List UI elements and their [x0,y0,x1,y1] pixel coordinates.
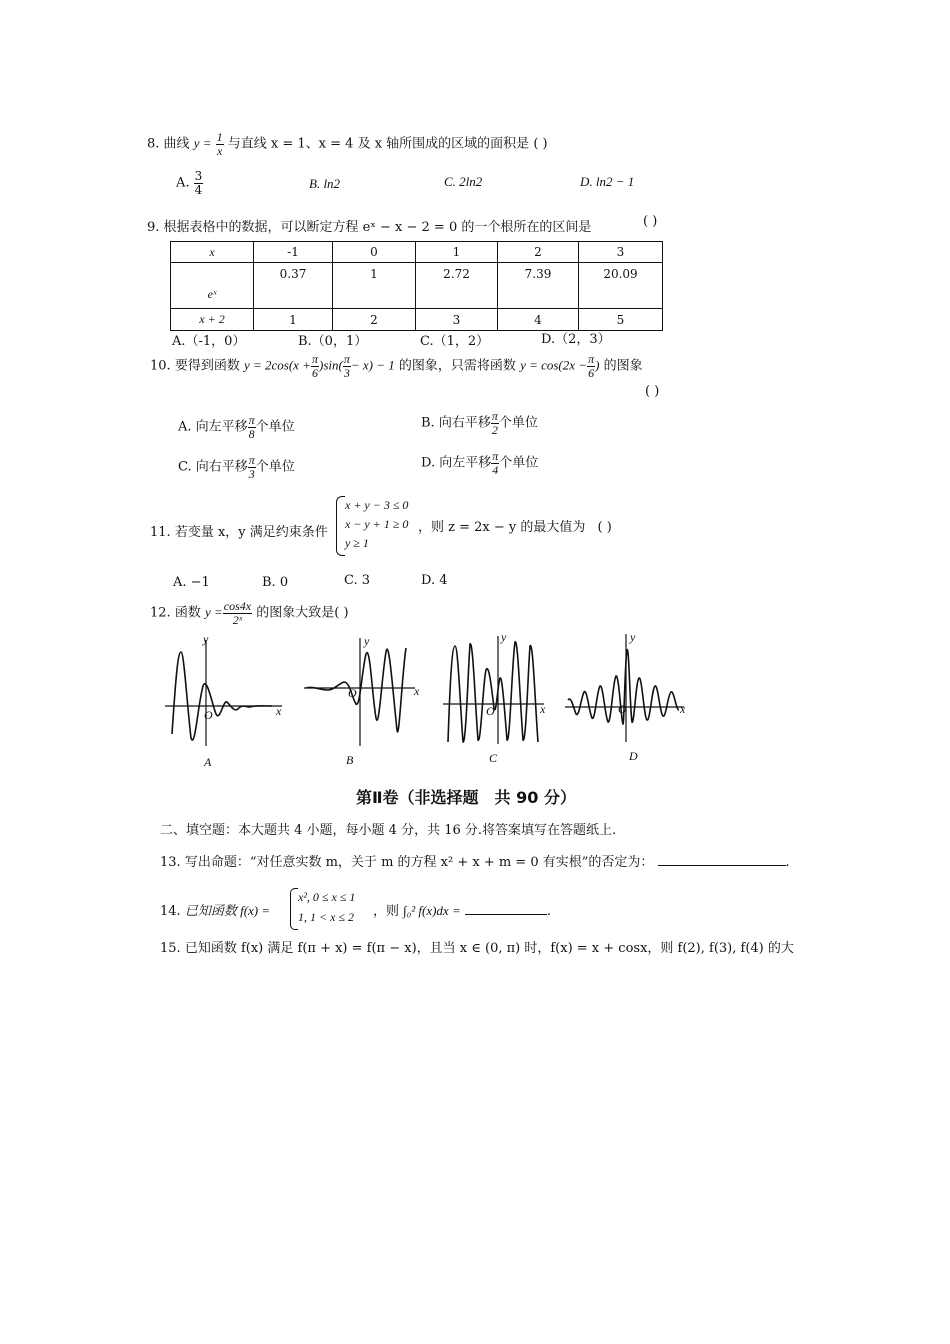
answer-paren: ( ) [643,214,658,229]
y-axis-label: y [630,630,636,644]
graph-label-c: C [489,751,498,765]
question-text: 已知函数 f(x) 满足 f(π + x) = f(π − x)，且当 x ∈ (0, π) 时，f(x) = x + cosx，则 f(2), f(3), f(4) 的大 [184,941,794,956]
question-12: 12. 函数 y = $\frac{\cos 4x}{\text{2ˣ}}$ 的图象大致是( ) [150,599,349,627]
question-text: 与直线 x = 1、x = 4 及 x 轴所围成的区域的面积是 [227,136,530,152]
question-text: 的图象 [603,358,643,374]
table-row: x -1 0 1 2 3 [171,242,663,263]
question-text: ，则 ∫₀² f(x)dx = . [373,903,551,919]
answer-blank [465,914,547,915]
question-10: 10. 要得到函数 y = 2cos(x + $\frac{\pi}{6}$ )sin( $\frac{\pi}{3}$ − x) − 1 的图象，只需将函数 y = cos(2x − $\frac{\pi}{6}$ ) 的图象 [150,352,643,380]
question-text: 写出命题：“对任意实数 m，关于 m 的方程 x² + x + m = 0 有实根”的否定为： [184,855,654,870]
y-axis-label: y [501,630,507,644]
question-text: 的图象大致是( ) [256,605,349,621]
piecewise-cases: x², 0 ≤ x ≤ 1 1, 1 < x ≤ 2 [298,890,356,924]
graph-c [440,632,552,747]
option-b: B. 0 [262,575,289,590]
question-number: 11. [150,525,171,540]
question-14 [160,900,270,919]
question-9 [147,216,591,235]
table-row: x + 2 1 2 3 4 5 [171,309,663,331]
question-text: 根据表格中的数据，可以断定方程 eˣ − x − 2 = 0 的一个根所在的区间是 [163,220,592,235]
option-d: D. 4 [421,573,448,588]
fraction: $\frac{\pi}{4}$ [492,449,499,477]
option-d: D.（2，3） [541,332,611,347]
question-15 [160,937,794,956]
fraction: $\frac{\cos 4x}{\text{2ˣ}}$ [223,599,252,627]
question-8 [147,131,548,157]
y-axis-label: y [203,632,209,646]
option-c: C. 2ln2 [444,174,483,189]
answer-paren: ( ) [533,136,548,152]
x-axis-label: x [680,702,686,716]
brace [290,888,298,930]
question-text: 要得到函数 [174,358,240,374]
option-a: A.（-1，0） [172,334,246,349]
question-13: 13. 写出命题：“对任意实数 m，关于 m 的方程 x² + x + m = 0 有实根”的否定为： . [160,855,790,870]
answer-paren: ( ) [597,520,612,535]
answer-blank [658,865,786,866]
question-number: 12. [150,605,171,621]
graph-label-d: D [629,749,638,763]
section-instruction: 二、填空题：本大题共 4 小题，每小题 4 分，共 16 分.将答案填写在答题纸上. [160,823,617,838]
x-axis-label: x [540,702,546,716]
origin-label: O [204,708,213,722]
option-b: B. 向右平移 $\frac{\pi}{2}$ 个单位 [421,409,538,437]
question-number: 9. [147,220,160,235]
option-b: B.（0，1） [298,334,368,349]
graph-b [300,634,425,749]
option-a: A. 向左平移 $\frac{\pi}{8}$ 个单位 [178,413,295,441]
graph-label-b: B [346,753,354,767]
section-title: 第Ⅱ卷（非选择题 共 90 分） [356,788,576,807]
fraction: $\frac{\pi}{3}$ [248,453,255,481]
brace [336,496,345,556]
fraction: $\frac{\pi}{6}$ [311,352,318,380]
question-number: 14. [160,904,181,919]
question-number: 8. [147,136,160,152]
fraction: $\frac{1}{x}$ [216,130,223,158]
math-expression: y = [193,135,212,151]
constraint-system: x + y − 3 ≤ 0 x − y + 1 ≥ 0 y ≥ 1 [345,498,409,550]
fraction: $\frac{3}{4}$ [194,169,203,197]
origin-label: O [618,702,627,716]
option-c: C. 向右平移 $\frac{\pi}{3}$ 个单位 [178,453,295,481]
origin-label: O [486,704,495,718]
question-number: 15. [160,941,181,956]
question-text: 若变量 x，y 满足约束条件 [174,525,328,540]
answer-paren: ( ) [645,384,660,399]
graph-label-a: A [204,755,212,769]
option-a: A. −1 [173,575,210,590]
origin-label: O [348,686,357,700]
graph-d [562,630,692,745]
y-axis-label: y [364,634,370,648]
table-row: eˣ 0.37 1 2.72 7.39 20.09 [171,263,663,309]
option-c: C.（1，2） [420,334,490,349]
fraction: $\frac{\pi}{8}$ [248,413,255,441]
data-table [170,241,663,331]
option-b: B. ln2 [309,176,341,191]
question-11 [150,521,328,540]
question-number: 13. [160,855,181,870]
fraction: $\frac{\pi}{2}$ [491,409,498,437]
graph-a [160,634,290,749]
option-c: C. 3 [344,573,371,588]
question-text: 曲线 [163,136,190,152]
fraction: $\frac{\pi}{3}$ [343,352,350,380]
fraction: $\frac{\pi}{6}$ [588,352,595,380]
question-number: 10. [150,358,171,374]
option-d: D. ln2 − 1 [580,174,635,189]
option-d: D. 向左平移 $\frac{\pi}{4}$ 个单位 [421,449,539,477]
x-axis-label: x [414,684,420,698]
x-axis-label: x [276,704,282,718]
question-text: 已知函数 f(x) = [184,903,271,918]
integral-expression: ∫₀² f(x)dx = [403,903,461,918]
question-text: 的图象，只需将函数 [398,358,516,374]
question-text: 函数 [174,605,201,621]
option-a: A. $\frac{3}{4}$ [176,169,203,197]
question-text: ，则 z = 2x − y 的最大值为 ( ) [418,520,612,535]
